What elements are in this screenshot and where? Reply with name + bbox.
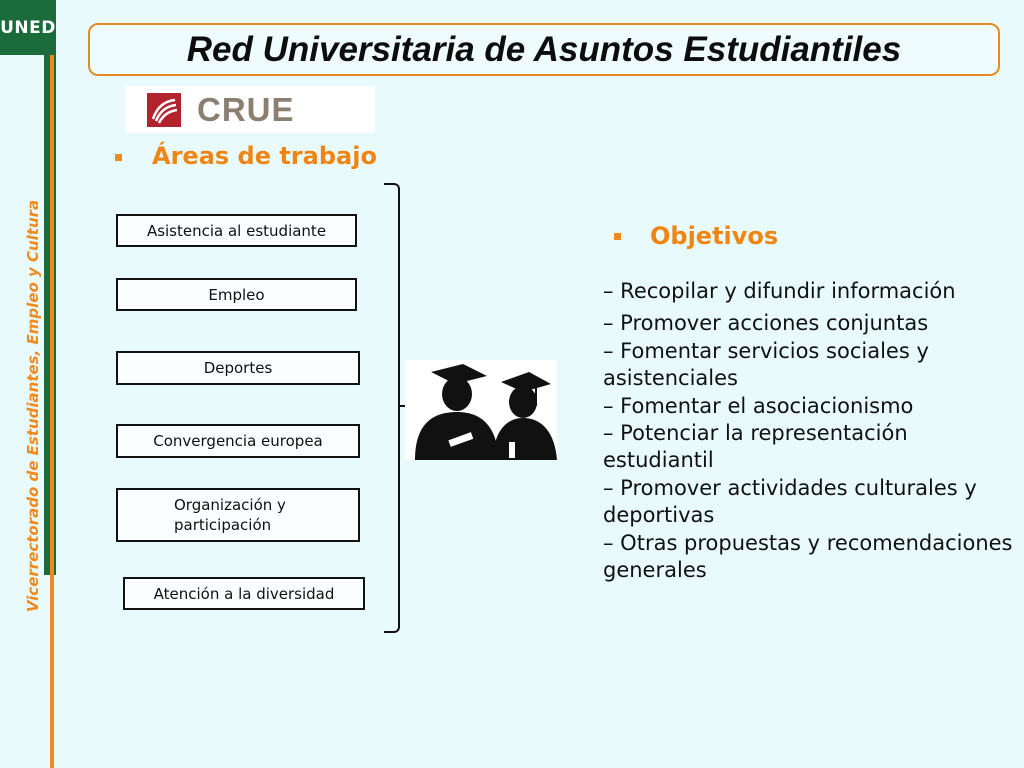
bullet-square-icon	[115, 154, 122, 161]
bracket	[384, 183, 400, 633]
sidebar-vertical-label: Vicerrectorado de Estudiantes, Empleo y Cultura	[24, 199, 42, 613]
objective-item: – Recopilar y difundir información	[603, 279, 956, 303]
area-organizacion	[116, 488, 360, 542]
areas-heading: Áreas de trabajo	[152, 142, 377, 170]
area-organizacion-line-2: participación	[174, 516, 272, 534]
uned-logo-text: UNED	[0, 17, 56, 38]
area-deportes: Deportes	[116, 351, 360, 385]
graduates-image	[405, 360, 557, 460]
objectives-heading: Objetivos	[650, 222, 779, 250]
area-empleo: Empleo	[116, 278, 357, 311]
crue-logo-mark-icon	[147, 93, 181, 127]
area-organizacion-line-1: Organización y	[174, 496, 286, 514]
area-asistencia: Asistencia al estudiante	[116, 214, 357, 247]
sidebar-orange-line	[50, 55, 54, 768]
area-convergencia: Convergencia europea	[116, 424, 360, 458]
crue-logo	[125, 86, 375, 133]
objective-item: – Otras propuestas y recomendaciones generales	[603, 530, 1013, 583]
crue-logo-text: CRUE	[197, 90, 295, 128]
bullet-square-icon	[614, 233, 621, 240]
objective-item: – Fomentar servicios sociales y asistenciales	[603, 338, 929, 391]
objective-item: – Potenciar la representación estudiantil	[603, 421, 908, 473]
area-diversidad: Atención a la diversidad	[123, 577, 365, 610]
page-title: Red Universitaria de Asuntos Estudiantiles	[186, 29, 902, 69]
uned-logo	[0, 0, 56, 55]
objective-item: – Fomentar el asociacionismo	[603, 393, 914, 418]
objective-item: – Promover acciones conjuntas	[603, 311, 929, 336]
objectives-list	[603, 278, 1018, 584]
title-box	[88, 23, 1000, 76]
objective-item: – Promover actividades culturales y deportivas	[603, 475, 977, 528]
